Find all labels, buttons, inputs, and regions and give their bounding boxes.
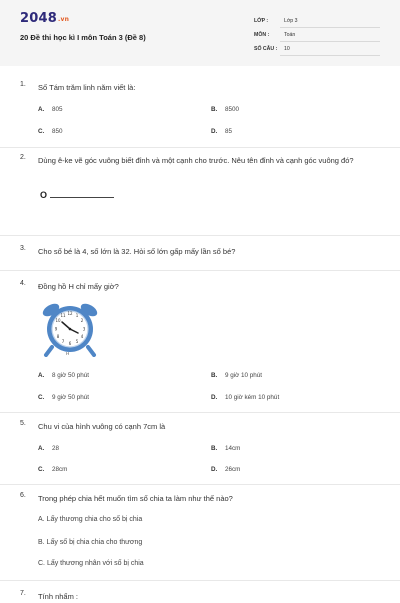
question-number: 6. [20,492,26,499]
svg-text:5: 5 [75,339,79,344]
question-text: Trong phép chia hết muốn tìm số chia ta làm như thế nào? [38,494,233,503]
meta-class [254,14,380,28]
answer-option-c[interactable]: C. Lấy thương nhân với số bị chia [38,560,144,567]
meta-count-label: SỐ CÂU : [254,46,278,52]
svg-text:12: 12 [67,311,73,316]
answer-option-a[interactable]: A. Lấy thương chia cho số bị chia [38,516,143,523]
meta-class-label: LỚP : [254,18,269,24]
svg-text:9: 9 [54,326,58,332]
meta-count [254,42,380,56]
logo-main: 2048 [20,11,57,26]
svg-text:10: 10 [55,318,61,323]
question-divider [0,484,400,485]
option-d[interactable]: D. 26cm [211,466,241,473]
svg-text:8: 8 [56,334,60,339]
option-b[interactable]: B. 8500 [211,106,240,113]
meta-underline [280,55,380,56]
svg-text:4: 4 [80,334,84,339]
option-a[interactable]: A. 805 [38,106,63,113]
svg-text:11: 11 [60,313,66,318]
option-d[interactable]: D. 85 [211,128,233,135]
option-b[interactable]: B. 14cm [211,445,241,452]
option-c[interactable]: C. 850 [38,128,63,135]
question-number: 1. [20,81,26,88]
clock-label: H [66,351,70,356]
worksheet-header [0,0,400,66]
question-number: 7. [20,590,26,597]
option-c[interactable]: C. 28cm [38,466,68,473]
question-divider [0,580,400,581]
meta-subject-label: MÔN : [254,32,270,38]
question-number: 3. [20,245,26,252]
question-text: Chu vi của hình vuông có cạnh 7cm là [38,422,166,431]
question-divider [0,235,400,236]
question-divider [0,270,400,271]
meta-class-value: Lớp 3 [284,18,298,24]
question-text: Dùng ê-ke vẽ góc vuông biết đỉnh và một cạnh cho trước. Nêu tên đỉnh và cạnh góc vuông đó? [38,156,354,165]
answer-line[interactable] [50,197,114,198]
option-a[interactable]: A. 8 giờ 50 phút [38,372,90,379]
option-d[interactable]: D. 10 giờ kém 10 phút [211,394,280,401]
question-text: Cho số bé là 4, số lớn là 32. Hỏi số lớn gấp mấy lần số bé? [38,247,236,256]
meta-subject-value: Toán [284,32,296,38]
question-number: 4. [20,280,26,287]
option-c[interactable]: C. 9 giờ 50 phút [38,394,90,401]
option-a[interactable]: A. 28 [38,445,60,452]
question-text: Tính nhẩm : [38,592,79,601]
question-divider [0,412,400,413]
alarm-clock-icon [38,303,102,357]
question-text: Số Tám trăm linh năm viết là: [38,83,136,92]
meta-count-value: 10 [284,46,290,52]
svg-text:6: 6 [68,341,72,346]
answer-option-b[interactable]: B. Lấy số bị chia chia cho thương [38,539,143,546]
question-text: Đồng hồ H chỉ mấy giờ? [38,282,119,291]
svg-text:1: 1 [75,313,79,318]
option-b[interactable]: B. 9 giờ 10 phút [211,372,263,379]
question-number: 2. [20,154,26,161]
question-number: 5. [20,420,26,427]
meta-subject [254,28,380,42]
vertex-label: O [40,190,48,200]
svg-text:3: 3 [82,326,86,332]
logo-suffix: .vn [57,16,70,23]
site-logo[interactable] [20,11,69,26]
svg-text:2: 2 [80,318,84,323]
svg-text:7: 7 [61,339,65,344]
question-divider [0,147,400,148]
worksheet-title: 20 Đề thi học kì I môn Toán 3 (Đề 8) [20,33,146,42]
